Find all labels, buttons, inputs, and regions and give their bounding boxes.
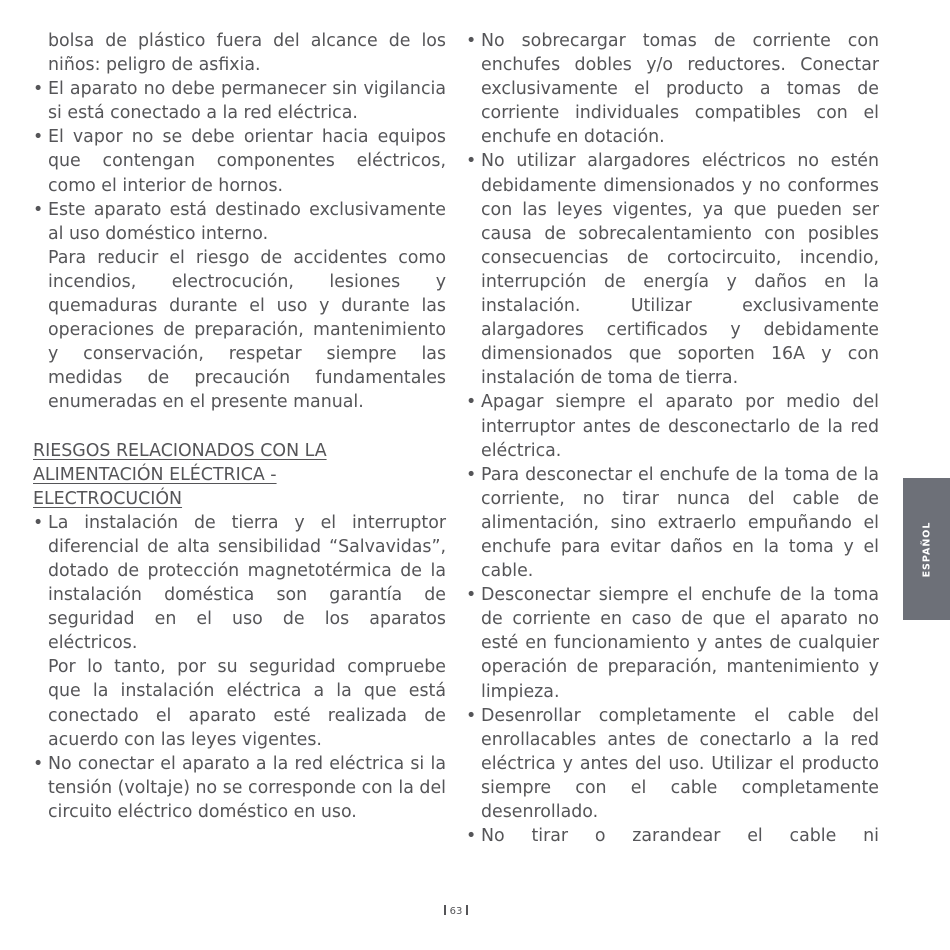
- left-column: [33, 29, 446, 824]
- bullet-item: • No utilizar alargadores eléctricos no estén debidamente dimensionados y no conformes con las leyes vigentes, ya que pueden ser causa de sobrecalentamiento con posibles consecuencias de cortocircuito, incendio, interrupción de energía y daños en la instalación. Utilizar exclusivamente alargadores certificados y debidamente dimensionados que soporten 16A y con instalación de toma de tierra.: [466, 149, 879, 390]
- page-number-left-bar: [444, 905, 446, 915]
- bullet-item: • No sobrecargar tomas de corriente con enchufes dobles y/o reductores. Conectar exclusivamente el producto a tomas de corriente individuales compatibles con el enchufe en dotación.: [466, 29, 879, 149]
- bullet-item: • Desconectar siempre el enchufe de la toma de corriente en caso de que el aparato no esté en funcionamiento y antes de cualquier operación de preparación, mantenimiento y limpieza.: [466, 583, 879, 703]
- right-column: [466, 29, 879, 848]
- bullet-item: • Este aparato está destinado exclusivamente al uso doméstico interno.: [33, 198, 446, 246]
- bullet-paragraph: Por lo tanto, por su seguridad compruebe que la instalación eléctrica a la que está conectado el aparato esté realizada de acuerdo con las leyes vigentes.: [48, 657, 446, 750]
- bullet-item: • Apagar siempre el aparato por medio del interruptor antes de desconectarlo de la red eléctrica.: [466, 390, 879, 462]
- bullet-item: • Desenrollar completamente el cable del enrollacables antes de conectarlo a la red eléctrica y antes del uso. Utilizar el producto siempre con el cable completamente desenrollado.: [466, 704, 879, 824]
- bullet-paragraph: Para reducir el riesgo de accidentes como incendios, electrocución, lesiones y quemaduras durante el uso y durante las operaciones de preparación, mantenimiento y conservación, respetar siempre las medidas de precaución fundamentales enumeradas en el presente manual.: [48, 247, 446, 413]
- bullet-item: • Para desconectar el enchufe de la toma de la corriente, no tirar nunca del cable de alimentación, sino extraerlo empuñando el enchufe para evitar daños en la toma y el cable.: [466, 463, 879, 583]
- bullet-item: • El vapor no se debe orientar hacia equipos que contengan componentes eléctricos, como el interior de hornos.: [33, 125, 446, 197]
- continued-paragraph: bolsa de plástico fuera del alcance de los niños: peligro de asfixia.: [48, 31, 446, 76]
- language-tab: [903, 478, 950, 620]
- bullet-item: • No tirar o zarandear el cable ni: [466, 824, 879, 848]
- page-number-right-bar: [466, 905, 468, 915]
- bullet-item: • El aparato no debe permanecer sin vigilancia si está conectado a la red eléctrica.: [33, 77, 446, 125]
- bullet-item: • No conectar el aparato a la red eléctrica si la tensión (voltaje) no se corresponde con la del circuito eléctrico doméstico en uso.: [33, 752, 446, 824]
- section-heading: RIESGOS RELACIONADOS CON LA ALIMENTACIÓN ELÉCTRICA - ELECTROCUCIÓN: [33, 440, 327, 509]
- page-number-value: 63: [449, 906, 463, 917]
- bullet-item: • La instalación de tierra y el interruptor diferencial de alta sensibilidad “Salvavidas”, dotado de protección magnetotérmica de la instalación doméstica son garantía de seguridad en el uso de los aparatos eléctricos.: [33, 511, 446, 656]
- page-number: [0, 905, 912, 917]
- language-tab-label: ESPAÑOL: [921, 521, 933, 577]
